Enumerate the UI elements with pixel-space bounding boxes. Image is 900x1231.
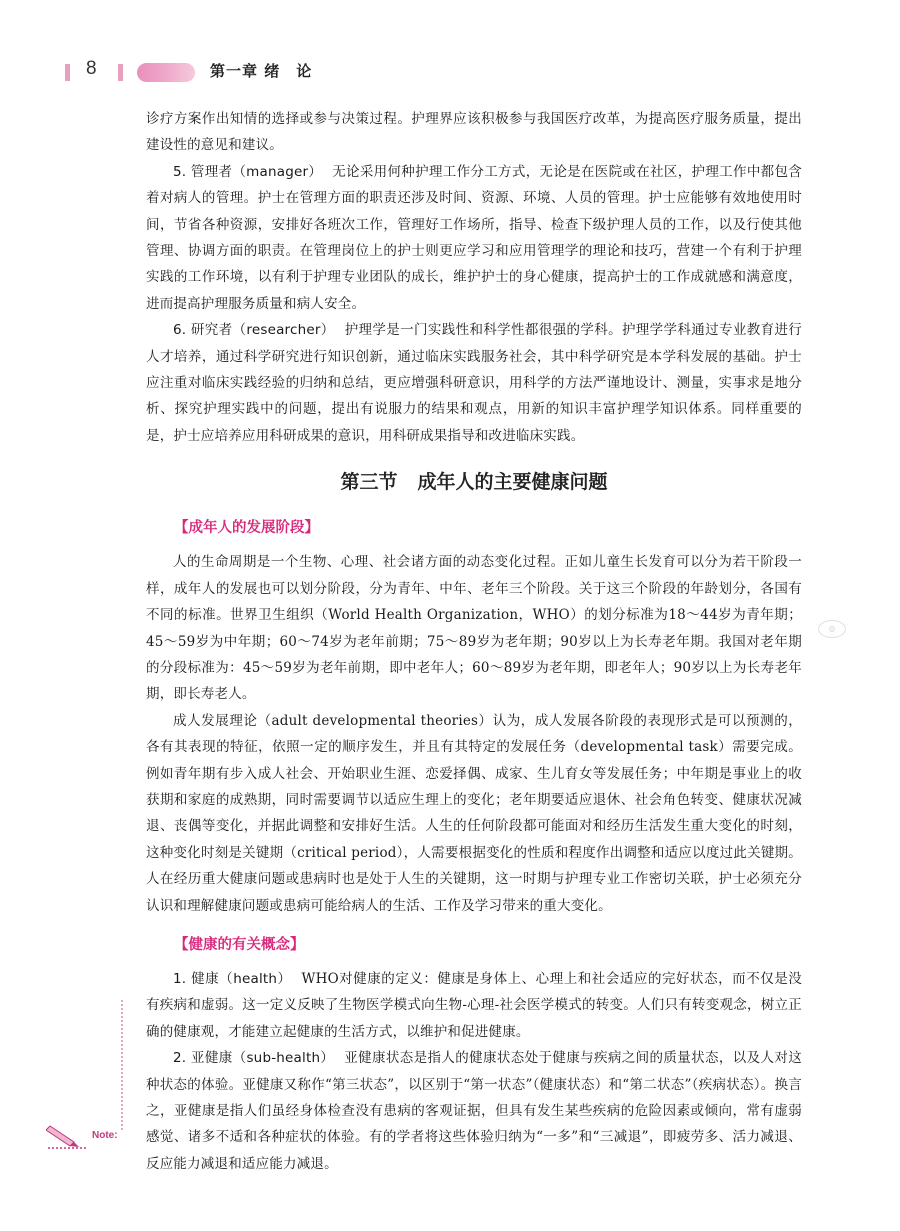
paragraph-lead: 1. 健康（health） — [173, 970, 292, 987]
paragraph-text: 护理学是一门实践性和科学性都很强的学科。护理学学科通过专业教育进行人才培养，通过科学研究进行知识创新，通过临床实践服务社会，其中科学研究是本学科发展的基础。护士应注重对临床实践经验的归纳和总结，更应增强科研意识，用科学的方法严谨地设计、测量，实事求是地分析、探究护理实践中的问题，提出有说服力的结果和观点，用新的知识丰富护理学知识体系。同样重要的是，护士应培养应用科研成果的意识，用科研成果指导和改进临床实践。 — [146, 322, 803, 444]
header-accent-bar — [65, 64, 70, 81]
note-marker — [46, 1120, 126, 1150]
pencil-icon — [46, 1120, 90, 1150]
chapter-title: 第一章 绪 论 — [210, 62, 313, 80]
paragraph — [146, 106, 802, 159]
header-decoration — [137, 63, 195, 82]
watermark-icon: ◎ — [818, 620, 846, 638]
paragraph: 人的生命周期是一个生物、心理、社会诸方面的动态变化过程。正如儿童生长发育可以分为若干阶段一样，成年人的发展也可以划分阶段，分为青年、中年、老年三个阶段。关于这三个阶段的年龄划分，各国有不同的标准。世界卫生组织（World Health Organization，WHO）的划分标准为18～44岁为青年期；45～59岁为中年期；60～74岁为老年前期；75～89岁为老年期；90岁以上为长寿老年期。我国对老年期的分段标准为：45～59岁为老年前期，即中老年人；60～89岁为老年期，即老年人；90岁以上为长寿老年期，即长寿老人。 — [146, 554, 802, 703]
note-label: Note: — [92, 1130, 118, 1141]
paragraph-text: 无论采用何种护理工作分工方式，无论是在医院或在社区，护理工作中都包含着对病人的管理。护士在管理方面的职责还涉及时间、资源、环境、人员的管理。护士应能够有效地使用时间，节省各种资源，安排好各班次工作，管理好工作场所，指导、检查下级护理人员的工作，以及行使其他管理、协调方面的职责。在管理岗位上的护士则更应学习和应用管理学的理论和技巧，营建一个有利于护理实践的工作环境，以有利于护理专业团队的成长，维护护士的身心健康，提高护士的工作成就感和满意度，进而提高护理服务质量和病人安全。 — [146, 163, 802, 312]
paragraph — [146, 966, 802, 1045]
paragraph-text: WHO对健康的定义：健康是身体上、心理上和社会适应的完好状态，而不仅是没有疾病和虚弱。这一定义反映了生物医学模式向生物-心理-社会医学模式的转变。人们只有转变观念，树立正确的健康观，才能建立起健康的生活方式，以维护和促进健康。 — [146, 970, 802, 1040]
paragraph-text: 诊疗方案作出知情的选择或参与决策过程。护理界应该积极参与我国医疗改革，为提高医疗服务质量，提出建设性的意见和建议。 — [146, 111, 802, 154]
paragraph-lead: 6. 研究者（researcher） — [173, 322, 335, 339]
paragraph — [146, 317, 802, 449]
page-header — [0, 58, 900, 84]
paragraph-lead: 5. 管理者（manager） — [173, 163, 323, 180]
paragraph — [146, 1045, 802, 1177]
note-margin-line — [121, 1000, 123, 1130]
header-accent-bar — [118, 64, 123, 81]
paragraph-text: 亚健康状态是指人的健康状态处于健康与疾病之间的质量状态，以及人对这种状态的体验。亚健康又称作“第三状态”，以区别于“第一状态”（健康状态）和“第二状态”（疾病状态）。换言之，亚健康是指人们虽经身体检查没有患病的客观证据，但具有发生某些疾病的危险因素或倾向，常有虚弱感觉、诸多不适和各种症状的体验。有的学者将这些体验归纳为“一多”和“三减退”，即疲劳多、活力减退、反应能力减退和适应能力减退。 — [146, 1050, 802, 1172]
paragraph — [146, 159, 802, 317]
section-title — [146, 467, 802, 494]
subsection-heading: 【成年人的发展阶段】 — [174, 520, 319, 537]
paragraph: 成人发展理论（adult developmental theories）认为，成人发展各阶段的表现形式是可以预测的，各有其表现的特征，依照一定的顺序发生，并且有其特定的发展任务（developmental task）需要完成。例如青年期有步入成人社会、开始职业生涯、恋爱择偶、成家、生儿育女等发展任务；中年期是事业上的收获期和家庭的成熟期，同时需要调节以适应生理上的变化；老年期要适应退休、社会角色转变、健康状况减退、丧偶等变化，并据此调整和安排好生活。人生的任何阶段都可能面对和经历生活发生重大变化的时刻，这种变化时刻是关键期（critical period），人需要根据变化的性质和程度作出调整和适应以度过此关键期。人在经历重大健康问题或患病时也是处于人生的关键期，这一时期与护理专业工作密切关联，护士必须充分认识和理解健康问题或患病可能给病人的生活、工作及学习带来的重大变化。 — [146, 712, 802, 914]
page-number: 8 — [86, 58, 97, 79]
section-title-text: 成年人的主要健康问题 — [417, 471, 608, 494]
page-body — [146, 106, 802, 1177]
section-number: 第三节 — [340, 471, 398, 494]
paragraph-lead: 2. 亚健康（sub-health） — [173, 1050, 335, 1067]
subsection-heading: 【健康的有关概念】 — [174, 936, 305, 953]
